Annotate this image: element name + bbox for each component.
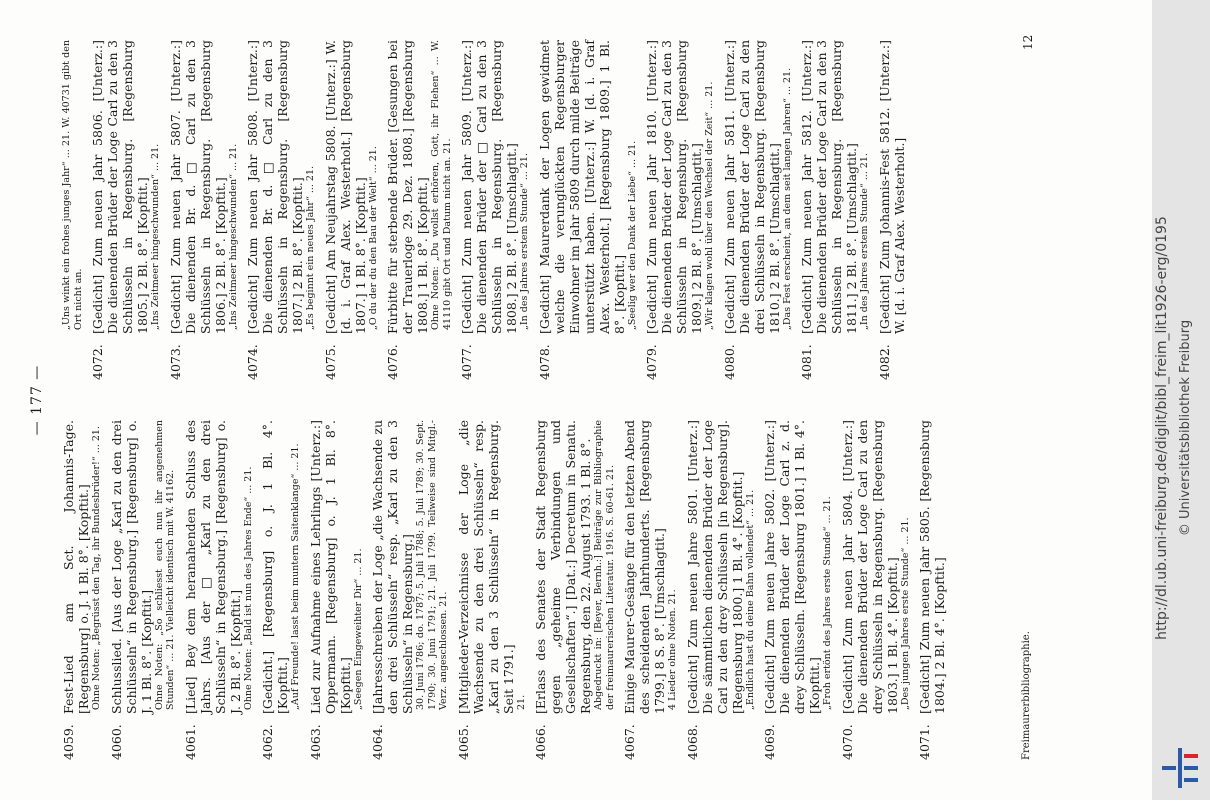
entry-number: 4062. [260, 724, 275, 760]
entry-number: 4073. [167, 344, 183, 380]
bibliography-entry [840, 420, 912, 760]
entry-body [685, 420, 757, 714]
entry-number: 4068. [684, 724, 700, 760]
entry-text: [Gedicht] Zum neuen Jahr 1810. [Unterz.:] Die dienenden Brüder der Loge Carl zu den 3 Schlüsseln in Regensburg. [Regensburg 1809.] 2 Bl. 8°. [Umschlagtit.] [644, 40, 704, 334]
bibliography-entry [168, 40, 240, 380]
left-column [61, 420, 953, 760]
entry-body [90, 40, 162, 334]
entry-text: [Gedicht.] [Regensburg] o. J. 1 Bl. 4°. [Kopftit.] [260, 420, 290, 714]
entry-number: 4065. [455, 724, 471, 760]
bibliography-entry [183, 420, 255, 760]
entry-body [644, 40, 716, 334]
entry-text: Einige Maurer-Gesänge für den letzten Abend des scheidenden Jahrhunderts. [Regensburg 1799.] 8 S. 8°. [Umschlagtit.] [622, 420, 667, 714]
bibliography-entry [260, 420, 302, 760]
entry-note: „Endlich hast du deine Bahn vollendet“ ... 21. [744, 489, 756, 710]
entry-note: „Froh ertönt des Jahres erste Stunde“ ... 21. [822, 496, 833, 710]
bibliography-entry [109, 420, 177, 760]
entry-number: 4082. [876, 344, 892, 380]
entry-number: 4064. [370, 724, 385, 760]
bibliography-entry [323, 40, 380, 380]
entry-note: Ohne Noten: „So schliesst euch nun ihr angenehmen Stunden“ ... 21. Vielleicht identisch mit W. 41162. [153, 420, 176, 710]
entry-note: „In des Jahres erstem Stunde“ ... 21. [859, 153, 870, 330]
entry-body [917, 420, 947, 714]
entry-number: 4080. [721, 344, 737, 380]
bibliography-entry [61, 420, 103, 760]
entry-body [459, 40, 531, 334]
entry-text: Fest-Lied am Sct. Johannis-Tage. [Regensburg] o. J. 1 Bl. 8°. [Kopftit.] [61, 420, 91, 714]
entry-body [762, 420, 834, 714]
entry-number: 4063. [307, 724, 323, 760]
entry-text: [Gedicht] Zum neuen Jahr 5809. [Unterz.:] Die dienenden Brüder der □ Carl zu den 3 Schlüsseln in Regensburg. [Regensburg 1808.] 2 Bl. 8°. [Umschlagtit.] [459, 40, 519, 334]
entry-number: 4070. [839, 724, 855, 760]
bibliography-entry [917, 420, 947, 760]
entry-text: Schlusslied. [Aus der Loge „Karl zu den drei Schlüsseln“ in Regensburg.] [Regensburg] o. J. 1 Bl. 8°. [Kopftit.] [108, 420, 154, 714]
entry-body [622, 420, 679, 714]
entry-text: [Gedicht] Am Neujahrstag 5808. [Unterz.:] W. [d. i. Graf Alex. Westerholt.] [Regensburg 1807.] 1 Bl. 8°. [Kopftit.] [322, 40, 368, 334]
footer-left: Freimaurerbibliographie. [1021, 631, 1032, 760]
entry-number: 4072. [90, 344, 105, 380]
entry-body [537, 40, 639, 334]
ub-freiburg-logo-icon [1162, 748, 1202, 788]
bibliography-entry [622, 420, 679, 760]
bibliography-entry [385, 40, 453, 380]
entry-body [168, 40, 240, 334]
entry-text: [Gedicht] Zum neuen Jahr 5804. [Unterz.:] Die dienenden Brüder der Loge Carl zu den drey Schlüsseln in Regensburg. [Regensburg 1803.] 1 Bl. 4°. [Kopftit.] [839, 420, 900, 714]
entry-note: „Des jungen Jahres erste Stunde“ ... 21. [899, 517, 911, 710]
entry-body [456, 420, 528, 714]
entry-note: „O du der du den Bau der Welt“ ... 21. [367, 146, 379, 330]
entry-text: [Gedicht] Zum neuen Jahre 5802. [Unterz.:] Die dienenden Brüder der Loge Carl z. d. drey Schlüsseln. [Regensburg 1801.] 1 Bl. 4°. [Kopftit.] [762, 420, 822, 714]
bibliography-entry [762, 420, 834, 760]
bibliography-entry [90, 40, 162, 380]
bibliography-entry [799, 40, 871, 380]
entry-body [840, 420, 912, 714]
bibliography-entry [685, 420, 757, 760]
entry-number: 4061. [182, 724, 198, 760]
entry-note: Ohne Noten: „Du wollst erhören, Gott, ihr Flehen“ ... W. 41110 gibt Ort und Datum nicht an. 21. [430, 40, 453, 330]
entry-number: 4079. [644, 344, 659, 380]
entry-note: „Ins Zeitmeer hingeschwunden“ ... 21. [150, 143, 161, 330]
entry-number: 4059. [61, 724, 76, 760]
footer-signature: 12 [1021, 34, 1035, 50]
entry-text: [Gedicht] Maurerdank der Logen gewidmet welche die verunglückten Regensburger Einwohner im Jahr 5809 durch milde Beiträge unterstützt haben. [Unterz.:] W. [d. i. Graf Alex. Westerholt.] [Regensburg 1809.] 1 Bl. 8°. [Kopftit.] [536, 40, 627, 334]
entry-body [722, 40, 794, 334]
entry-body [323, 40, 380, 334]
entry-body [370, 420, 450, 714]
sidebar-url[interactable]: http://dl.ub.uni-freiburg.de/diglit/bibl_freim_lit1926-erg/0195 [1154, 216, 1170, 640]
entry-number: 4069. [762, 724, 777, 760]
entry-text: Fürbitte für sterbende Brüder. [Gesungen bei der Trauerloge 29. Dez. 1808.] [Regensburg 1808.] 1 Bl. 8°. [Kopftit.] [385, 40, 430, 334]
entry-text: [Gedicht] Zum neuen Jahr 5807. [Unterz.:] Die dienenden Br. d. □ Carl zu den 3 Schlüsseln in Regensburg. [Regensburg 1806.] 2 Bl. 8°. [Kopftit.] [167, 40, 228, 334]
bibliography-entry [61, 40, 84, 380]
bibliography-entry [533, 420, 616, 760]
entry-text: [Erlass des Senates der Stadt Regensburg gegen „geheime Verbindungen und Gesellschaften“.] [Dat.:] Decretum in Senatu. Regensburg, den 22. August 1793. 1 Bl. 8°. [533, 420, 593, 714]
entry-body [308, 420, 365, 714]
entry-text: [Gedicht] Zum neuen Jahr 5806. [Unterz.:] Die dienenden Brüder der Loge Carl zu den 3 Schlüsseln in Regensburg. [Regensburg 1805.] 2 Bl. 8°. [Kopftit.] [90, 40, 150, 334]
entry-text: [Mitglieder-Verzeichnisse der Loge „die Wachsende zu den drei Schlüsseln“ resp. „Karl zu den 3 Schlüsseln“ in Regensburg. Seit 1791.] [455, 420, 516, 714]
bibliography-entry [370, 420, 450, 760]
entry-number: 4074. [245, 344, 260, 380]
entry-note: 21. [515, 694, 527, 710]
entry-body [533, 420, 616, 714]
entry-note: „Uns winkt ein frohes junges Jahr“ ... 21. W. 40731 gibt den Ort nicht an. [61, 40, 84, 330]
entry-text: Lied zur Aufnahme eines Lehrlings [Unterz.:] Oppermann. [Regensburg] o. J. 1 Bl. 8°. [Kopftit.] [307, 420, 353, 714]
entry-body [877, 40, 907, 334]
entry-note: „Auf Freunde! lasst beim muntern Saitenklange“ ... 21. [290, 443, 301, 710]
bibliography-entry [459, 40, 531, 380]
entry-text: [Gedicht] Zum Johannis-Fest 5812. [Unterz.:] W. [d. i. Graf Alex. Westerholt.] [876, 40, 907, 334]
entry-note: 4 Lieder ohne Noten. 21. [667, 589, 678, 710]
entry-note: Ohne Noten: „Bald ist nun des Jahres Ende“ ... 21. [242, 466, 254, 710]
sidebar-copyright: © Universitätsbibliothek Freiburg [1178, 319, 1193, 537]
entry-note: „In des Jahres erstem Stunde“ ... 21. [519, 153, 530, 330]
entry-body [385, 40, 453, 334]
document-page [21, 20, 1131, 780]
entry-body [109, 420, 177, 714]
entry-text: [Gedicht] Zum neuen Jahr 5805. [Regensburg 1804.] 2 Bl. 4°. [Kopftit.] [917, 420, 947, 714]
bibliography-entry [877, 40, 907, 380]
entry-text: [Gedicht] Zum neuen Jahr 5811. [Unterz.:] Die dienenden Brüder der Loge Carl zu den drei Schlüsseln in Regensburg. [Regensburg 1810.] 2 Bl. 8°. [Umschlagtit.] [721, 40, 782, 334]
entry-body [183, 420, 255, 714]
bibliography-entry [644, 40, 716, 380]
entry-number: 4075. [322, 344, 338, 380]
entry-number: 4076. [385, 344, 400, 380]
entry-body [61, 420, 103, 714]
entry-body [799, 40, 871, 334]
entry-note: „Wir klagen wohl über den Wechsel der Zeit“ ... 21. [704, 81, 715, 330]
entry-text: [Gedicht] Zum neuen Jahre 5801. [Unterz.:] Die sämmtlichen dienenden Brüder der Loge Carl zu den drey Schlüsseln [in Regensburg]. [Regensburg 1800.] 1 Bl. 4°. [Kopftit.] [684, 420, 745, 714]
page-number: — 177 — [29, 364, 45, 436]
entry-text: [Gedicht] Zum neuen Jahr 5808. [Unterz.:] Die dienenden Br. d. □ Carl zu den 3 Schlüsseln in Regensburg. [Regensburg 1807.] 2 Bl. 8°. [Kopftit.] [245, 40, 305, 334]
entry-number: 4066. [533, 724, 548, 760]
entry-note: Ohne Noten: „Begrüsst den Tag, ihr Bundesbrüder!“ ... 21. [91, 426, 102, 710]
entry-number [61, 334, 84, 380]
bibliography-entry [456, 420, 528, 760]
entry-number: 4060. [108, 724, 124, 760]
entry-body [61, 40, 84, 334]
entry-note: „Das Fest erscheint, an dem seit langen Jahren“ ... 21. [781, 67, 793, 330]
entry-note: „Ins Zeitmeer hingeschwunden“ ... 21. [227, 143, 239, 330]
sidebar [1152, 0, 1210, 800]
entry-text: [Jahresschreiben der Loge „die Wachsende zu den drei Schlüsseln“ resp. „Karl zu den 3 Schlüsseln“ in Regensburg.] [370, 420, 415, 714]
entry-text: [Gedicht] Zum neuen Jahr 5812. [Unterz.:] Die dienenden Brüder der Loge Carl zu den 3 Schlüsseln in Regensburg. [Regensburg 1811.] 2 Bl. 8°. [Umschlagtit.] [799, 40, 859, 334]
entry-number: 4077. [459, 344, 474, 380]
entry-note: „Es beginnt ein neues Jahr“ ... 21. [305, 165, 316, 330]
entry-body [260, 420, 302, 714]
right-column [61, 40, 913, 380]
entry-number: 4081. [799, 344, 814, 380]
entry-note: Abgedruckt in: [Beyer, Bernh.:] Beiträge zur Bibliographie der freimaurerischen Literatur. 1916. S. 60-61. 21. [593, 420, 616, 710]
entry-note: „Seegen Eingeweihter Dir“ ... 21. [352, 548, 364, 710]
bibliography-entry [245, 40, 317, 380]
bibliography-entry [722, 40, 794, 380]
entry-note: „Seelig wer den Dank der Liebe“ ... 21. [626, 140, 638, 330]
entry-body [245, 40, 317, 334]
entry-note: 30. Juni 1786; do. 1787; 5. Juli 1788; 5. Juli 1789; 30. Sept. 1790; 30. Juni 1791; 21. Juli 1799. Teilweise sind Mitgl.-Verz. angeschlossen. 21. [415, 420, 449, 710]
bibliography-entry [308, 420, 365, 760]
bibliography-entry [537, 40, 639, 380]
entry-number: 4071. [917, 724, 932, 760]
entry-text: [Lied] Bey dem heranahenden Schluss des Jahrs. [Aus der □ „Karl zu den drei Schlüsseln“ in Regensburg.] [Regensburg] o. J. 2 Bl. 8°. [Kopftit.] [182, 420, 243, 714]
entry-number: 4067. [622, 724, 637, 760]
entry-number: 4078. [536, 344, 552, 380]
